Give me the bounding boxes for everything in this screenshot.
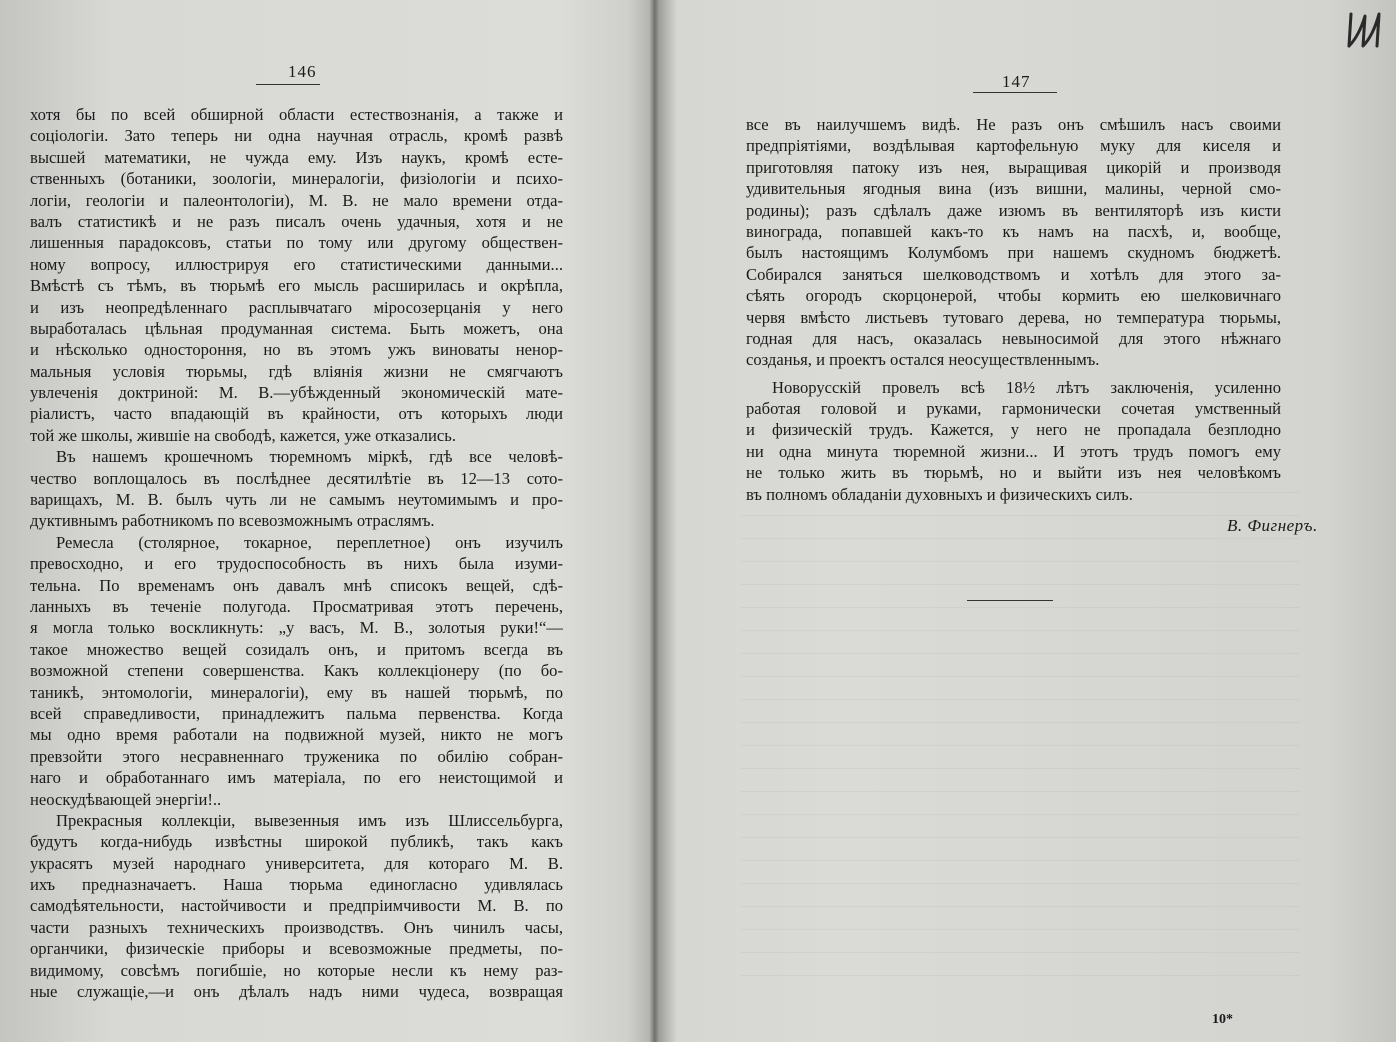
text-line: возможной степени совершенства. Какъ коллекціонеру (по бо-: [30, 661, 563, 681]
text-line: той же школы, жившіе на свободѣ, кажется, уже отказались.: [30, 425, 456, 445]
text-line: и физическій трудъ. Кажется, у него не пропадала безплодно: [746, 420, 1281, 440]
text-line: соціологіи. Зато теперь ни одна научная отрасль, кромѣ развѣ: [30, 126, 563, 146]
text-line: предпріятіями, воздѣлывая картофельную муку для киселя и: [746, 136, 1281, 156]
text-line: не только жить въ тюрьмѣ, но и выйти изъ нея человѣкомъ: [746, 463, 1281, 483]
text-line: и изъ неопредѣленнаго расплывчатаго міросозерцанія у него: [30, 297, 563, 317]
text-line: ные служащіе,—и онъ дѣлалъ надъ ними чудеса, возвращая: [30, 982, 563, 1002]
text-line: Собирался заняться шелководствомъ и хотѣлъ для этого за-: [746, 264, 1281, 284]
text-line: ственныхъ (ботаники, зоологіи, минералогіи, физіологіи и психо-: [30, 169, 563, 189]
text-line: всей справедливости, принадлежитъ пальма первенства. Когда: [30, 703, 563, 723]
end-rule: [967, 600, 1053, 601]
text-line: былъ настоящимъ Колумбомъ при нашемъ скудномъ бюджетѣ.: [746, 243, 1281, 263]
left-page: [0, 0, 650, 1042]
left-page-number-rule: [256, 84, 320, 85]
text-line: приготовляя патоку изъ нея, выращивая цикорій и производя: [746, 157, 1281, 177]
text-line: видимому, совсѣмъ погибшіе, но которые несли къ нему раз-: [30, 960, 563, 980]
text-line: Прекрасныя коллекціи, вывезенныя имъ изъ Шлиссельбурга,: [56, 810, 563, 830]
text-line: увлеченія доктриной: М. В.—убѣжденный экономическій мате-: [30, 383, 563, 403]
right-page-number: 147: [1002, 72, 1031, 91]
text-line: чество воплощалось въ послѣднее десятилѣтіе въ 12—13 сото-: [30, 468, 563, 488]
left-page-text: [30, 104, 563, 1002]
text-line: органчики, физическіе приборы и всевозможные предметы, по-: [30, 939, 563, 959]
right-page: [655, 0, 1396, 1042]
text-line: въ полномъ обладаніи духовныхъ и физическихъ силъ.: [746, 484, 1133, 504]
bleed-through-text: [740, 470, 1300, 976]
right-page-number-rule: [973, 92, 1057, 93]
text-line: и нѣсколько одностороння, но въ этомъ ужъ виноваты ненор-: [30, 340, 563, 360]
text-line: ріалистъ, часто впадающій въ крайности, отъ которыхъ люди: [30, 404, 563, 424]
text-line: такое множество вещей созидалъ онъ, и притомъ всегда въ: [30, 639, 563, 659]
text-line: превзойти этого несравненнаго труженика по обилію собран-: [30, 746, 563, 766]
text-line: Въ нашемъ крошечномъ тюремномъ міркѣ, гдѣ все человѣ-: [56, 447, 563, 467]
text-line: неоскудѣвающей энергіи!..: [30, 789, 222, 809]
text-line: выработалась цѣльная продуманная система. Быть можетъ, она: [30, 318, 563, 338]
text-line: таникѣ, энтомологіи, минералогіи), ему въ нашей тюрьмѣ, по: [30, 682, 563, 702]
text-line: годная для насъ, оказалась невыносимой для этого нѣжнаго: [746, 328, 1281, 348]
text-line: винограда, попавшей какъ-то къ намъ на пасхѣ, и, вообще,: [746, 221, 1281, 241]
text-line: сѣять огородъ скорцонерой, чтобы кормить ею шелковичнаго: [746, 286, 1281, 306]
left-page-number: 146: [288, 62, 317, 81]
text-line: логіи, геологіи и палеонтологіи), М. В. не мало времени отда-: [30, 190, 563, 210]
text-line: Новорусскій провелъ всѣ 18½ лѣтъ заключенія, усиленно: [772, 377, 1281, 397]
text-line: созданья, и проектъ остался неосуществленнымъ.: [746, 350, 1100, 370]
text-line: тельна. По временамъ онъ давалъ мнѣ списокъ вещей, сдѣ-: [30, 575, 563, 595]
printer-signature-mark: 10*: [1212, 1012, 1233, 1027]
text-line: мы одно время работали на подвижной музей, никто не могъ: [30, 725, 563, 745]
text-line: червя вмѣсто листьевъ тутоваго дерева, но температура тюрьмы,: [746, 307, 1281, 327]
text-line: ни одна минута тюремной жизни... И этотъ трудъ помогъ ему: [746, 441, 1281, 461]
text-line: ланныхъ въ теченіе полугода. Просматривая этотъ перечень,: [30, 596, 563, 616]
text-line: валъ статистикѣ и не разъ писалъ очень удачныя, хотя и не: [30, 211, 563, 231]
text-line: я могла только воскликнуть: „у васъ, М. В., золотыя руки!“—: [30, 618, 563, 638]
author-signature: В. Фигнеръ.: [1227, 516, 1318, 535]
text-line: высшей математики, не чужда ему. Изъ наукъ, кромѣ есте-: [30, 147, 563, 167]
text-line: мальныя условія тюрьмы, гдѣ вліянія жизни не смягчаютъ: [30, 361, 563, 381]
text-line: работая головой и руками, гармонически сочетая умственный: [746, 399, 1281, 419]
text-line: лишенныя парадоксовъ, статьи по тому или другому обществен-: [30, 233, 563, 253]
text-line: дуктивнымъ работникомъ по всевозможнымъ отраслямъ.: [30, 511, 435, 531]
text-line: самодѣятельности, настойчивости и предпріимчивости М. В. по: [30, 896, 563, 916]
handwritten-archive-mark: [1345, 6, 1387, 52]
text-line: наго и обработаннаго имъ матеріала, по его неистощимой и: [30, 768, 563, 788]
text-line: Ремесла (столярное, токарное, переплетное) онъ изучилъ: [56, 532, 563, 552]
text-line: родины); разъ сдѣлалъ даже изюмъ въ вентиляторѣ изъ кисти: [746, 200, 1281, 220]
text-line: хотя бы по всей обширной области естествознанія, а также и: [30, 105, 563, 124]
text-line: ихъ предназначаетъ. Наша тюрьма единогласно удивлялась: [30, 875, 563, 895]
text-line: превосходно, и его трудоспособность въ нихъ была изуми-: [30, 554, 563, 574]
text-line: варищахъ, М. В. былъ чуть ли не самымъ неутомимымъ и про-: [30, 490, 563, 510]
text-line: удивительныя ягодныя вина (изъ вишни, малины, черной смо-: [746, 179, 1281, 199]
right-page-text: [746, 114, 1281, 505]
text-line: части разныхъ техническихъ производствъ. Онъ чинилъ часы,: [30, 917, 563, 937]
text-line: украсятъ музей народнаго университета, для котораго М. В.: [30, 853, 563, 873]
text-line: Вмѣстѣ съ тѣмъ, въ тюрьмѣ его мысль расширилась и окрѣпла,: [30, 276, 563, 296]
text-line: будутъ когда-нибудь извѣстны широкой публикѣ, такъ какъ: [30, 832, 563, 852]
text-line: все въ наилучшемъ видѣ. Не разъ онъ смѣшилъ насъ своими: [746, 115, 1281, 134]
text-line: ному вопросу, иллюстрируя его статистическими данными...: [30, 254, 563, 274]
